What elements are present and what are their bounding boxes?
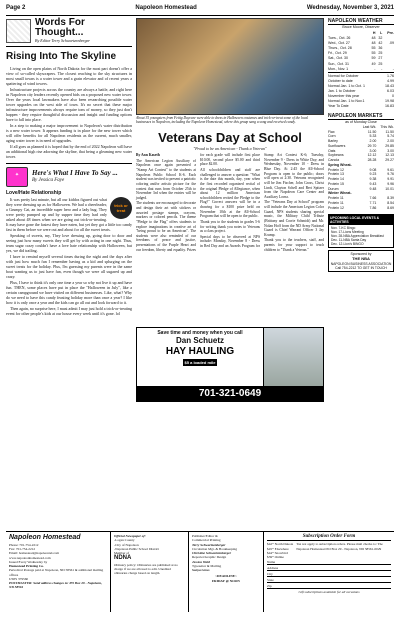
- weather-total-value: 18.43: [385, 83, 394, 88]
- hat-masthead: [6, 163, 132, 187]
- staff-line: Christine Schwartzenberger: [192, 551, 232, 555]
- weather-totals: [328, 72, 394, 109]
- market-cell: 9.61: [387, 167, 394, 172]
- market-cell: Oats: [328, 148, 336, 153]
- paragraph: Speaking of sweets, my, They love dressing up, going door to door and seeing just how many sweets they will get by with acting in one night. Thus, team sugar crazy couldn't have a love hate relationship with Halloween, but yes, we did trailing.: [6, 232, 132, 253]
- newspaper-page: [6, 4, 394, 614]
- weather-cell: 59: [371, 56, 376, 61]
- deadline-label: ~DEADLINE~: [215, 574, 237, 579]
- hat-title: Here's What I Have To Say ...: [32, 169, 118, 177]
- ad-tagline: Save time and money when you call: [157, 330, 243, 337]
- markets-subtitle: as of Monday Close: [345, 120, 377, 125]
- market-cell: 5.74: [387, 134, 394, 139]
- weather-total-value: 19.98: [385, 99, 394, 104]
- weather-subtitle: Bruce Moore, Observer: [342, 25, 380, 30]
- weather-title: NAPOLEON WEATHER: [328, 18, 394, 25]
- market-cell: 8.54: [387, 200, 394, 205]
- photo-caption: About 35 youngsters from Fettig Daycare were able to dress in Halloween costumes and trick-or-treat some of the local businesses in Napoleon, including the Napoleon Homestead, where this group sang a song and received candy.: [136, 116, 309, 125]
- weather-cell: Sat., Oct. 30: [328, 56, 348, 61]
- staff-line: Commercial Printing: [192, 538, 221, 543]
- publisher: Homestead Printing Co.: [9, 564, 44, 568]
- market-cell: Protein 12: [328, 205, 344, 210]
- deadline-time: FRIDAY @ NOON: [212, 578, 240, 583]
- veterans-subtitle: "Proud to be an American - Thank a Veteran": [193, 146, 267, 152]
- weather-total-label: Normal Jan. 1 to Nov.1: [328, 99, 365, 104]
- market-cell: 28.28: [367, 158, 377, 163]
- weather-cell: -: [392, 66, 394, 71]
- form-field-name[interactable]: Name: [267, 560, 391, 565]
- column-byline: By Editor Terry Schwartzenberger: [35, 38, 90, 43]
- weather-total-value: 6.03: [387, 88, 394, 93]
- weather-total-label: Normal for October: [328, 73, 359, 78]
- weather-total-value: 1.76: [387, 73, 394, 78]
- weather-total-row: [328, 104, 394, 109]
- market-cell: 7.66: [369, 196, 377, 201]
- weather-total-row: [328, 84, 394, 89]
- ndna-logo: NDNA: [114, 555, 132, 562]
- paragraph: Plus, I have to think it's only one time a year so why not live it up and have fun. THEN, some places have put in place the "Halloween in July", like a certain campground we have visited on different businesses. Like, what? Why do we need to have this candy feasting holiday more than once a year? I like how it is only once a year and the kids can go all out and look forward to it.: [6, 279, 132, 305]
- veterans-byline: By Ann Kaseth: [136, 153, 160, 158]
- market-cell: Winter Wheat-: [328, 191, 352, 196]
- official-item: -Napoleon Public School District: [114, 546, 160, 551]
- paragraph: The students are encouraged to decorate and design their art with stickers or assorted postage stamps, crayons, markers or colored pencils. The theme "Pledge to the Flag" offers students to explore imaginations in creative art of "being proud to be an American". The students were also reminded of our freedoms of peace and justice, presentations of the Purple Heart and our freedom, liberty and equality. Prizes for each grade will include first place $10.00, second place $5.00 and third place $2.00.: [136, 153, 260, 252]
- weather-cell: Fri., Oct. 29: [328, 51, 347, 56]
- weather-total-row: [328, 99, 394, 104]
- event-item: Nov. 17-Lions Meeting: [331, 229, 364, 234]
- usps: USPS 379560: [9, 576, 29, 581]
- paragraph: Thank you to the teachers, staff, and parents for your support to teach children to "Thank a Veteran.": [264, 238, 324, 252]
- tractor-image: [263, 328, 323, 386]
- market-col-header: Last Wk.: [362, 124, 377, 129]
- issue-date: Wednesday, November 3, 2021: [306, 5, 394, 12]
- weather-cell: Tues., Oct. 26: [328, 36, 351, 41]
- right-column: [328, 18, 394, 272]
- paragraph: I have to remind myself several times during the night and the days after with just how much fun I remember having as a kid and splurging on the sweet treats for the holiday. Plus, I'm guessing my parents were in the same boat wanting us to just have fun, even though we were all sugared up and crazy.: [6, 253, 132, 279]
- market-cell: Protein 11: [328, 200, 344, 205]
- market-cell: 2.00: [369, 139, 377, 144]
- weather-total-value: 4.99: [387, 78, 394, 83]
- weather-cell: Thurs., Oct. 28: [328, 46, 352, 51]
- market-cell: 2.00: [387, 139, 394, 144]
- market-cell: Canola: [328, 158, 340, 163]
- market-cell: 8.69: [387, 205, 394, 210]
- weather-total-label: Year To Date: [328, 104, 349, 109]
- weather-col-header: L: [380, 31, 383, 36]
- market-cell: 11.50: [385, 129, 394, 134]
- website: www.napoleonhomestead.com: [9, 555, 51, 560]
- paragraph: If all goes as planned it is hoped that by the end of 2022 Napoleon will have an additional high rise adorning the skyline, that being a gleaming new water tower.: [6, 143, 132, 159]
- paragraph: Thank you to the students in grades 5-6 for writing thank you notes to Veterans as a class project.: [200, 219, 260, 234]
- masthead-title: Napoleon Homestead: [9, 534, 81, 541]
- staff-block: [189, 532, 264, 612]
- weather-cell: 48: [371, 41, 376, 46]
- fax: Fax: 701-754-2212: [9, 547, 36, 551]
- market-cell: 10.01: [385, 186, 394, 191]
- weather-cell: Sun., Oct. 31: [328, 61, 349, 66]
- weather-cell: 55: [371, 51, 376, 56]
- weather-cell: 42: [378, 41, 383, 46]
- ad-service: HAY HAULING: [165, 346, 235, 358]
- official-item: -City of Napoleon: [114, 542, 139, 547]
- form-field-state[interactable]: State: [267, 578, 391, 583]
- rates-list: [267, 542, 293, 559]
- ad-name: Dan Schuetz: [175, 336, 224, 346]
- subscription-form: [264, 532, 394, 612]
- market-cell: 12.13: [385, 153, 394, 158]
- official-block: [111, 532, 189, 612]
- market-cell: 12.12: [367, 153, 377, 158]
- ad-phone: 701-321-0649: [136, 387, 324, 402]
- paragraph: It was pretty last minute, but all our kiddos figured out what they were dressing up as for Halloween. We had a cheerleader, a Grumpy Cat, an incredible super hero and a lady bug. They were pretty pumped up and by supper time they had only asked about 48 times when we are going out trick-or-treating. It may have gone the fastest they have eaten, but yet they got a little too candy fast in them before we were out and about for all the sweet treats.: [6, 196, 132, 232]
- markets-title: NAPOLEON MARKETS: [328, 113, 394, 120]
- rate-item: $42* North Dakota: [267, 542, 294, 547]
- weather-cell: 55: [371, 46, 376, 51]
- paragraph: The American Legion Auxiliary of Napoleon once again presented a "Stamp Art Contest" to the students at Napoleon Public School K-6. Each student was invited to present a patriotic coloring and/or artistic picture for the contest that runs from October 25th to November 3rd when the entries will be judged.: [136, 158, 196, 200]
- weather-total-value: 16.83: [385, 104, 394, 109]
- paragraph: The "Veterans Day at School" program will include the American Legion Color Guard, NPS students sharing special music, the Military Child Tribute (Brittany and Corrie Schmidt) and Mr. Nolan Hoff from the ND Army National Guard is Chief Warrant Officer 3 Jay Krump.: [264, 200, 324, 237]
- event-item: Nov. 7-KC Bingo: [331, 225, 356, 230]
- staff-line: Typesetter & Mailing: [192, 563, 222, 568]
- official-title: Official Newspaper of:: [114, 534, 146, 538]
- weather-row: [328, 66, 394, 71]
- weather-cell: -: [374, 66, 376, 71]
- staff-line: Publisher/Editor &: [192, 534, 218, 538]
- market-col-header: This Wk.: [380, 124, 394, 129]
- paper-title: Napoleon Homestead: [135, 5, 197, 12]
- hat-byline: By Jessica Faye: [32, 177, 65, 183]
- market-cell: Protein 15: [328, 181, 344, 186]
- markets-table: [328, 125, 394, 211]
- market-cell: 29.70: [367, 143, 377, 148]
- weather-cell: -: [381, 66, 383, 71]
- form-field-address[interactable]: Address: [267, 566, 391, 571]
- market-cell: 7.71: [369, 200, 377, 205]
- periodical: Periodical Postage paid at Napoleon, ND 58561 & additional mailing offices: [9, 568, 104, 577]
- event-item: Dec. 12-Lion's BINGO: [331, 242, 364, 247]
- weather-col-header: Pre.: [387, 31, 394, 36]
- weather-cell: .09: [389, 41, 394, 46]
- weather-cell: 36: [378, 46, 383, 51]
- sponsor-box: [328, 250, 394, 272]
- page-header: [6, 4, 394, 14]
- form-fields: [267, 560, 391, 589]
- page-number: Page 2: [6, 5, 26, 12]
- market-row: [328, 205, 394, 210]
- paragraph: Living on the open plains of North Dakota for the most part doesn't offer a view of so-called skyscrapers. The closest reaching to the sky structures in most small towns is a water tower and a grain elevator and of recent years a spattering of wind towers.: [6, 65, 132, 86]
- member-label: Member of: [114, 551, 130, 555]
- column-headline: Rising Into The Skyline: [6, 51, 117, 62]
- hat-icon: ✦: [6, 167, 28, 187]
- thought-bubble-icon: [6, 19, 31, 43]
- event-item: Nov. 28-NBA Appreciation Breakfast: [331, 233, 384, 238]
- market-cell: Protein 13: [328, 172, 344, 177]
- email: Email: homestead@napoleonnd.com: [9, 551, 60, 556]
- market-cell: 7.86: [369, 205, 377, 210]
- market-cell: Durum: [328, 186, 339, 191]
- phone: Phone: 701-754-2212: [9, 542, 39, 547]
- column-masthead: [6, 18, 132, 47]
- market-cell: 9.48: [369, 186, 377, 191]
- weather-cell: 32: [378, 36, 383, 41]
- sponsor-name: THE NBA: [352, 256, 370, 262]
- ad-rate: $5 a loaded mile: [184, 359, 216, 365]
- market-cell: 9.23: [369, 172, 377, 177]
- market-cell: Protein 12: [328, 167, 344, 172]
- market-cell: 9.76: [387, 172, 394, 177]
- market-cell: 9.91: [387, 177, 394, 182]
- market-cell: 5.33: [369, 134, 377, 139]
- weather-total-label: October to date: [328, 78, 353, 83]
- market-cell: 8.39: [387, 196, 394, 201]
- market-cell: 3.00: [369, 148, 377, 153]
- weather-total-value: 0: [392, 93, 394, 98]
- events-box: [328, 214, 394, 248]
- staff-line: Jessica Wald: [192, 559, 210, 564]
- official-item: -Logan County: [114, 538, 135, 543]
- veterans-article: [136, 153, 324, 323]
- market-cell: Sunflowers: [328, 143, 346, 148]
- weather-total-label: Normal Jan. 1 to Oct. 1: [328, 83, 365, 88]
- rate-item: $39* Online: [267, 555, 284, 559]
- middle-column: [136, 18, 324, 402]
- staff-line: Sonya Gross: [192, 568, 210, 572]
- weather-total-label: November this year: [328, 93, 360, 98]
- love-headline: Love/Hate Relationship: [6, 189, 62, 196]
- paragraph: Special days to be observed at NPS include: Monday, November 8 - Dress in Red Day and an Awards Program for Stamp Art Contest K-6; Tuesday, November 9 - Dress in White Day; and Wednesday, November 10 - Dress in Blue Day. At 2:45 the All-School Program is open to the public; doors will open at 2:30. Veterans recognized will be Jim Fischer, John Gross, Christ Lindt, Clayton Schell and Bert Spitzer from the Napoleon Care Center and Auxiliary Lorna.: [200, 153, 324, 249]
- weather-cell: 25: [378, 51, 383, 56]
- weather-cell: 27: [378, 56, 383, 61]
- paragraph: In a step to making a major improvement to Napoleon's water distribution is a new water tower. It appears funding is in place for the new tower which will offer benefits for all Napoleon residents as the current, much smaller, aging water tower is in need of upgrades.: [6, 122, 132, 143]
- form-field-city[interactable]: City: [267, 572, 391, 577]
- gift-note: Gift subscriptions available for all occasions: [298, 590, 360, 595]
- market-cell: 29.85: [385, 143, 394, 148]
- halloween-photo: [136, 18, 324, 115]
- staff-line: Terry Schwartzenberger: [192, 542, 226, 547]
- event-item: Dec. 11-NBA Santa Day: [331, 237, 367, 242]
- market-cell: Barley: [328, 139, 338, 144]
- weather-cell: 25: [378, 61, 383, 66]
- obituary-policy: Obituary policy: Obituaries are published at no charge if we are allowed to edit. Unedited obituaries charge based on length.: [114, 562, 178, 576]
- sponsor-contact: Call 754-2212 TO GET IN TOUCH: [335, 265, 387, 270]
- market-cell: Corn: [328, 134, 336, 139]
- market-cell: Protein 11: [328, 196, 344, 201]
- market-cell: 9.96: [387, 181, 394, 186]
- veterans-headline: Veterans Day at School: [158, 129, 302, 145]
- market-cell: Soybeans: [328, 153, 344, 158]
- paragraph: All schoolchildren and staff are challenged to answer a question: "What is the date this month, day, year when the first recorded organized recital of the original Pledge of Allegiance, when about 12 million American schoolchildren recited the Pledge to the Flag?" Correct answers will be in a drawing for a $100 prize held on November 10th at the All-School Program that will be open to the public.: [200, 168, 260, 219]
- rate-item: $45* Elsewhere: [267, 546, 289, 551]
- staff-line: Reporter/Graphic Design: [192, 555, 227, 560]
- market-cell: 29.27: [385, 158, 394, 163]
- market-cell: 9.08: [369, 167, 377, 172]
- events-title: UPCOMING LOCAL EVENTS & ACTIVITIES: [329, 215, 393, 225]
- weather-cell: 48: [371, 36, 376, 41]
- column-title: Words For Thought...: [35, 17, 85, 38]
- market-cell: Protein 14: [328, 177, 344, 182]
- weather-table: [328, 31, 394, 72]
- masthead-block: [6, 532, 111, 612]
- left-column: [6, 18, 132, 317]
- market-cell: 11.50: [367, 129, 377, 134]
- subscription-note: Tax not apply to subscription orders. Please mail checks to: The Napoleon Homestead PO Box 29 - Napoleon, ND 58561-0029: [296, 542, 383, 551]
- trick-or-treat-badge: trick or treat: [110, 197, 132, 219]
- market-cell: 9.43: [369, 181, 377, 186]
- postmaster: POSTMASTER: Send address changes to: PO Box 29 - Napoleon, ND 58561: [9, 581, 102, 590]
- weather-col-header: H: [372, 31, 376, 36]
- weather-cell: Wed., Oct. 27: [328, 41, 350, 46]
- market-cell: 3.00: [387, 148, 394, 153]
- market-cell: Flax: [328, 129, 335, 134]
- rate-item: $44* Snowbird: [267, 550, 288, 555]
- sponsor-full: NAPOLEON BUSINESS ASSOCIATION: [330, 261, 392, 266]
- love-body: [6, 197, 132, 316]
- hay-hauling-ad: [136, 327, 324, 387]
- footer: [6, 531, 394, 612]
- issued: Issued Every Wednesday by: [9, 559, 48, 564]
- header-rule: [6, 15, 394, 16]
- paragraph: Infrastructure projects across the country are always a battle, and right here in Napoleon city leaders recently opened bids on a proposed new water tower. Over the years local lawmakers have also been researching possible water tower upgrades on the west side of town. It's no secret that these major infrastructure improvements always require tons of money, so they just don't happen - they require thoughtful discussion and insight and funding options have to fall into place.: [6, 86, 132, 122]
- subscription-title: Subscription Order Form: [267, 534, 391, 541]
- sponsor-label: Sponsored by: [350, 252, 372, 257]
- paragraph: Then again, no surprise here, I must admit I may just hold a trick-or-treating event for other people's kids at our house every week until it's gone. lol: [6, 305, 132, 316]
- market-cell: 9.38: [369, 177, 377, 182]
- form-field-zip[interactable]: Zip: [267, 584, 391, 589]
- weather-total-label: Jan. 1 to October: [328, 88, 356, 93]
- weather-cell: Mon., Nov. 1: [328, 66, 349, 71]
- column-body: [6, 66, 132, 159]
- market-cell: Spring Wheat-: [328, 162, 352, 167]
- weather-cell: 49: [371, 61, 376, 66]
- staff-line: Circulation Mgr. & Bookkeeping: [192, 546, 238, 551]
- events-list: [329, 225, 393, 248]
